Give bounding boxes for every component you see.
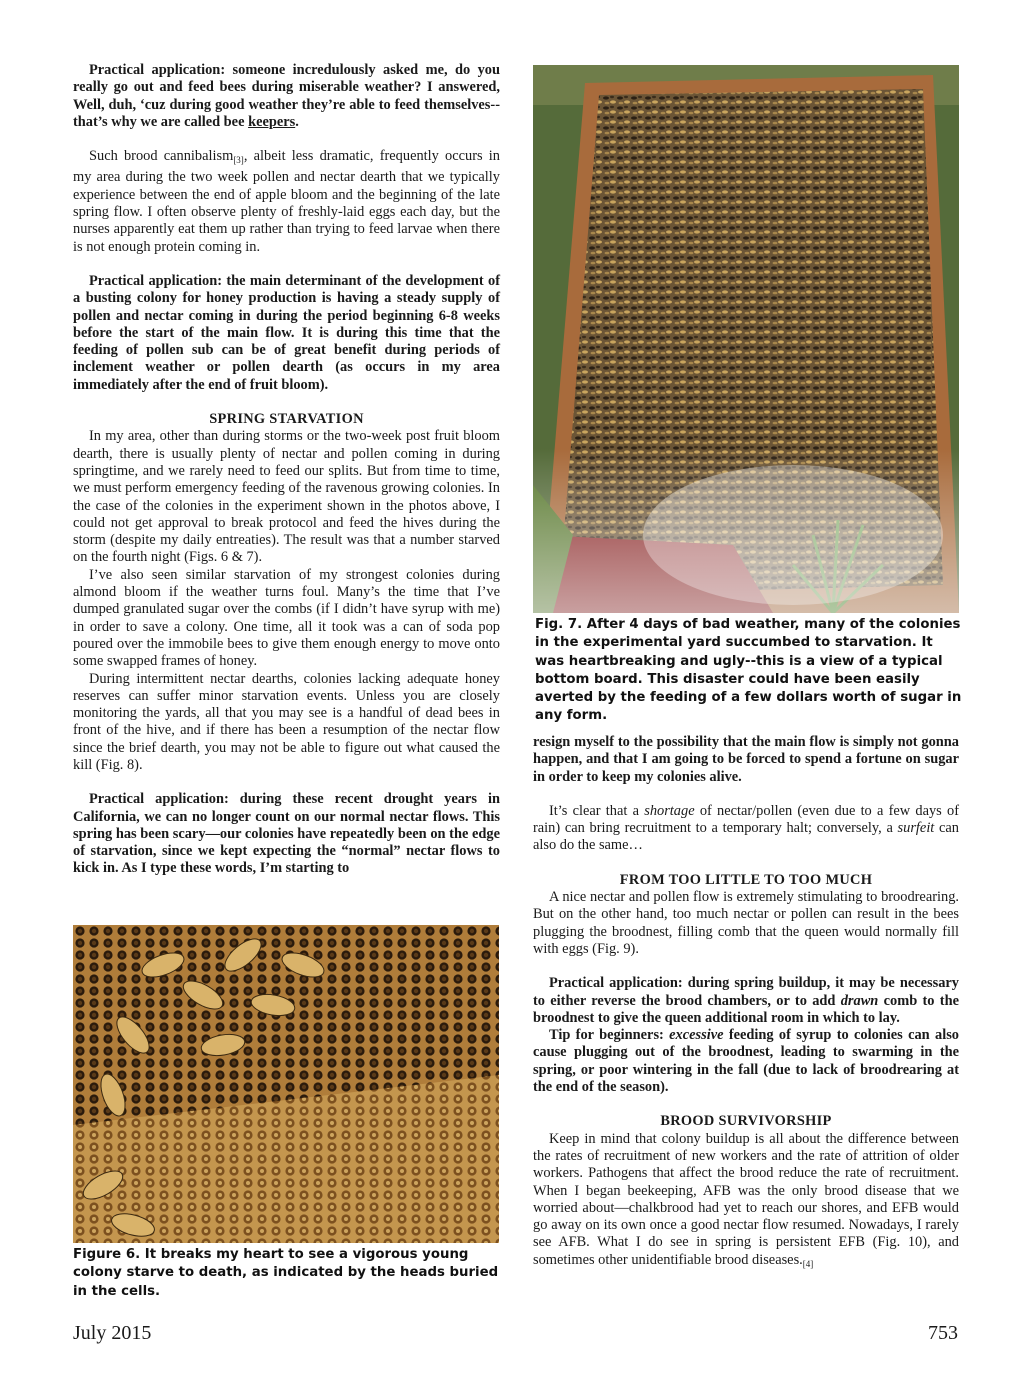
fig6-caption: Figure 6. It breaks my heart to see a vigorous young colony starve to death, as indicated by the heads buried in the cells. [73, 1247, 499, 1299]
text-span: Practical application: during spring buildup, it may be necessary to either reverse the brood chambers, or to add [533, 975, 959, 1009]
reference-3: [3] [233, 155, 244, 166]
shortage-surfeit-paragraph [533, 803, 959, 855]
fig7-photo-dead-bees-bottom-board [533, 65, 959, 613]
nectar-pollen-flow-paragraph: A nice nectar and pollen flow is extremely stimulating to broodrearing. But on the other hand, too much nectar or pollen can result in the bees plugging the broodnest, filling comb that the queen would normally fill with eggs (Fig. 9). [533, 889, 959, 957]
excessive-italic: excessive [669, 1027, 724, 1044]
spring-starvation-paragraph-3: During intermittent nectar dearths, colonies lacking adequate honey reserves can suffer minor starvation events. Unless you are closely monitoring the yards, all that you may see is a handful of dead bees in front of the hive, and if there has been a resumption of the nectar flow since the brief dearth, you may not be able to figure out what caused the kill (Fig. 8). [73, 670, 500, 773]
text-span: , albeit less dramatic, frequently occurs in my area during the two week pollen and nectar dearth that we typically experience between the end of apple bloom and the beginning of the late spring flow. I often observe plenty of freshly-laid eggs each day, but the nurses apparently eat them up rather than trying to feed larvae when there is not enough protein coming in. [73, 148, 501, 255]
spring-starvation-paragraph-1: In my area, other than during storms or the two-week post fruit bloom dearth, there is usually plenty of nectar and pollen coming in during springtime, and we rarely need to feed our splits. But from time to time, we must perform emergency feeding of the ravenous growing colonies. In the case of the colonies in the experiment shown in the photos above, I could not get approval to break protocol and feed the hives during the storm (despite my daily entreaties). The result was that a number starved on the fourth night (Figs. 6 & 7). [73, 428, 500, 566]
right-text-column [533, 734, 959, 1273]
text-span: It’s clear that a [549, 802, 645, 819]
surfeit-italic: surfeit [897, 820, 935, 837]
tip-for-beginners-paragraph [533, 1027, 959, 1096]
practical-application-feeding-paragraph [73, 62, 500, 131]
fig7-caption: Fig. 7. After 4 days of bad weather, many of the colonies in the experimental yard succumbed to starvation. It was heartbreaking and ugly--this is a view of a typical bottom board. This disaster could have been easily averted by the feeding of a few dollars worth of sugar in any form. [535, 617, 962, 724]
fig6-photo-honeycomb-bees [73, 925, 499, 1243]
text-span: Such brood cannibalism [89, 148, 234, 165]
shortage-italic: shortage [644, 802, 695, 819]
text-span: can also do the same… [533, 820, 959, 854]
heading-brood-survivorship: BROOD SURVIVORSHIP [660, 1113, 832, 1130]
text-span: Keep in mind that colony buildup is all about the difference between the rates of recruitment of new workers and the rate of attrition of older workers. Pathogens that affect the brood reduce the rate of recruitment. When I began beekeeping, AFB was the only brood disease that we worried about—chalkbrood had yet to reach our shores, and EFB would go away on its own once a good nectar flow resumed. Nowadays, I rarely see AFB. What I do see in spring is persistent EFB (Fig. 10), and sometimes other unidentifiable brood diseases. [533, 1130, 959, 1268]
footer-page-number: 753 [928, 1322, 958, 1344]
continued-drought-paragraph: resign myself to the possibility that the main flow is simply not gonna happen, and that I am going to be forced to spend a fortune on sugar in order to keep my colonies alive. [533, 734, 959, 785]
text-span: Practical application: someone incredulously asked me, do you really go out and feed bees during miserable weather? I answered, Well, duh, ‘cuz during good weather they’re able to feed themselves--that’s why we are called bee [73, 62, 500, 130]
left-text-column [73, 62, 500, 878]
text-span: . [295, 113, 299, 130]
text-span: of nectar/pollen (even due to a few days of rain) can bring recruitment to a temporary halt; conversely, a [533, 802, 959, 837]
brood-survivorship-paragraph [533, 1131, 959, 1273]
text-span: Tip for beginners: [549, 1027, 670, 1044]
brood-cannibalism-paragraph [73, 148, 500, 256]
practical-application-development-paragraph: Practical application: the main determinant of the development of a busting colony for honey production is having a steady supply of pollen and nectar coming in during the period beginning 6-8 weeks before the start of the main flow. It is during this time that the feeding of pollen sub can be of great benefit during periods of inclement weather or pollen dearth (as occurs in my area immediately after the end of fruit bloom). [73, 272, 500, 393]
reference-4: [4] [802, 1258, 814, 1269]
spring-starvation-paragraph-2: I’ve also seen similar starvation of my strongest colonies during almond bloom if the weather turns foul. Many’s the time that I’ve dumped granulated sugar over the combs (if I didn’t have syrup with me) in order to save a colony. One time, all it took was a can of soda pop poured over the immobile bees to give them enough energy to move onto some swapped frames of honey. [73, 566, 500, 670]
drawn-italic: drawn [840, 992, 879, 1009]
heading-too-little-too-much: FROM TOO LITTLE TO TOO MUCH [619, 871, 873, 888]
practical-application-drought-paragraph: Practical application: during these recent drought years in California, we can no longer count on our normal nectar flows. This spring has been scary—our colonies have repeatedly been on the edge of starvation, since we kept expecting the “normal” nectar flows to kick in. As I type these words, I’m starting to [73, 791, 500, 877]
keepers-underlined: keepers [248, 113, 296, 130]
text-span: feeding of syrup to colonies can also cause plugging out of the broodnest, leading to swarming in the spring, or poor wintering in the fall (due to lack of broodrearing at the end of the season). [533, 1027, 959, 1096]
text-span: comb to the broodnest to give the queen additional room in which to lay. [533, 992, 959, 1026]
heading-spring-starvation: SPRING STARVATION [209, 411, 364, 428]
practical-application-buildup-paragraph [533, 975, 959, 1027]
footer-date: July 2015 [73, 1322, 152, 1344]
